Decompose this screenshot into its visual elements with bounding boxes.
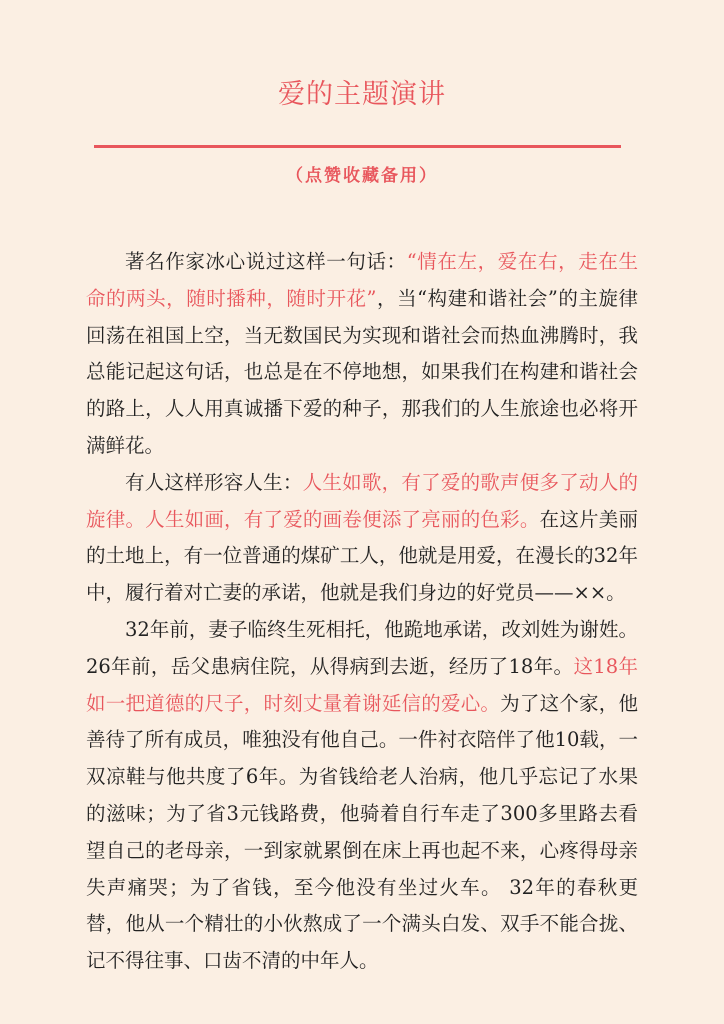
highlighted-quote: 这18年如一把道德的尺子，时刻丈量着谢延信的爱心。 — [86, 654, 638, 715]
text-run: 有人这样形容人生： — [125, 470, 303, 494]
paragraph-1 — [86, 244, 638, 465]
page-title: 爱的主题演讲 — [278, 79, 446, 110]
paragraph-2 — [86, 465, 638, 612]
text-run: 著名作家冰心说过这样一句话： — [125, 250, 407, 273]
text-run: 为了这个家，他善待了所有成员，唯独没有他自己。一件衬衣陪伴了他10载，一双凉鞋与他共度了6年。为省钱给老人治病，他几乎忘记了水果的滋味；为了省3元钱路费，他骑着自行车走了300多里路去看望自己的老母亲，一到家就累倒在床上再也起不来，心疼得母亲失声痛哭；为了省钱，至今他没有坐过火车。 32年的春秋更替，他从一个精壮的小伙熬成了一个满头白发、双手不能合拢、记不得往事、口齿不清的中年人。 — [86, 691, 638, 973]
text-run: 在这片美丽的土地上，有一位普通的煤矿工人，他就是用爱，在漫长的32年中，履行着对亡妻的承诺，他就是我们身边的好党员——××。 — [86, 507, 638, 605]
text-run: ，当“构建和谐社会”的主旋律回荡在祖国上空，当无数国民为实现和谐社会而热血沸腾时，我总能记起这句话，也总是在不停地想，如果我们在构建和谐社会的路上，人人用真诚播下爱的种子，那我们的人生旅途也必将开满鲜花。 — [86, 286, 638, 457]
title-divider — [94, 145, 621, 148]
highlighted-quote: 人生如歌，有了爱的歌声便多了动人的旋律。人生如画，有了爱的画卷便添了亮丽的色彩。 — [86, 470, 638, 531]
text-run: 32年前，妻子临终生死相托，他跪地承诺，改刘姓为谢姓。26年前，岳父患病住院，从得病到去逝，经历了18年。 — [86, 617, 638, 678]
paragraph-3 — [86, 612, 638, 980]
article-body — [86, 244, 638, 980]
highlighted-quote: “情在左，爱在右，走在生命的两头，随时播种，随时开花” — [86, 250, 638, 310]
page-subtitle: （点赞收藏备用） — [286, 166, 438, 186]
